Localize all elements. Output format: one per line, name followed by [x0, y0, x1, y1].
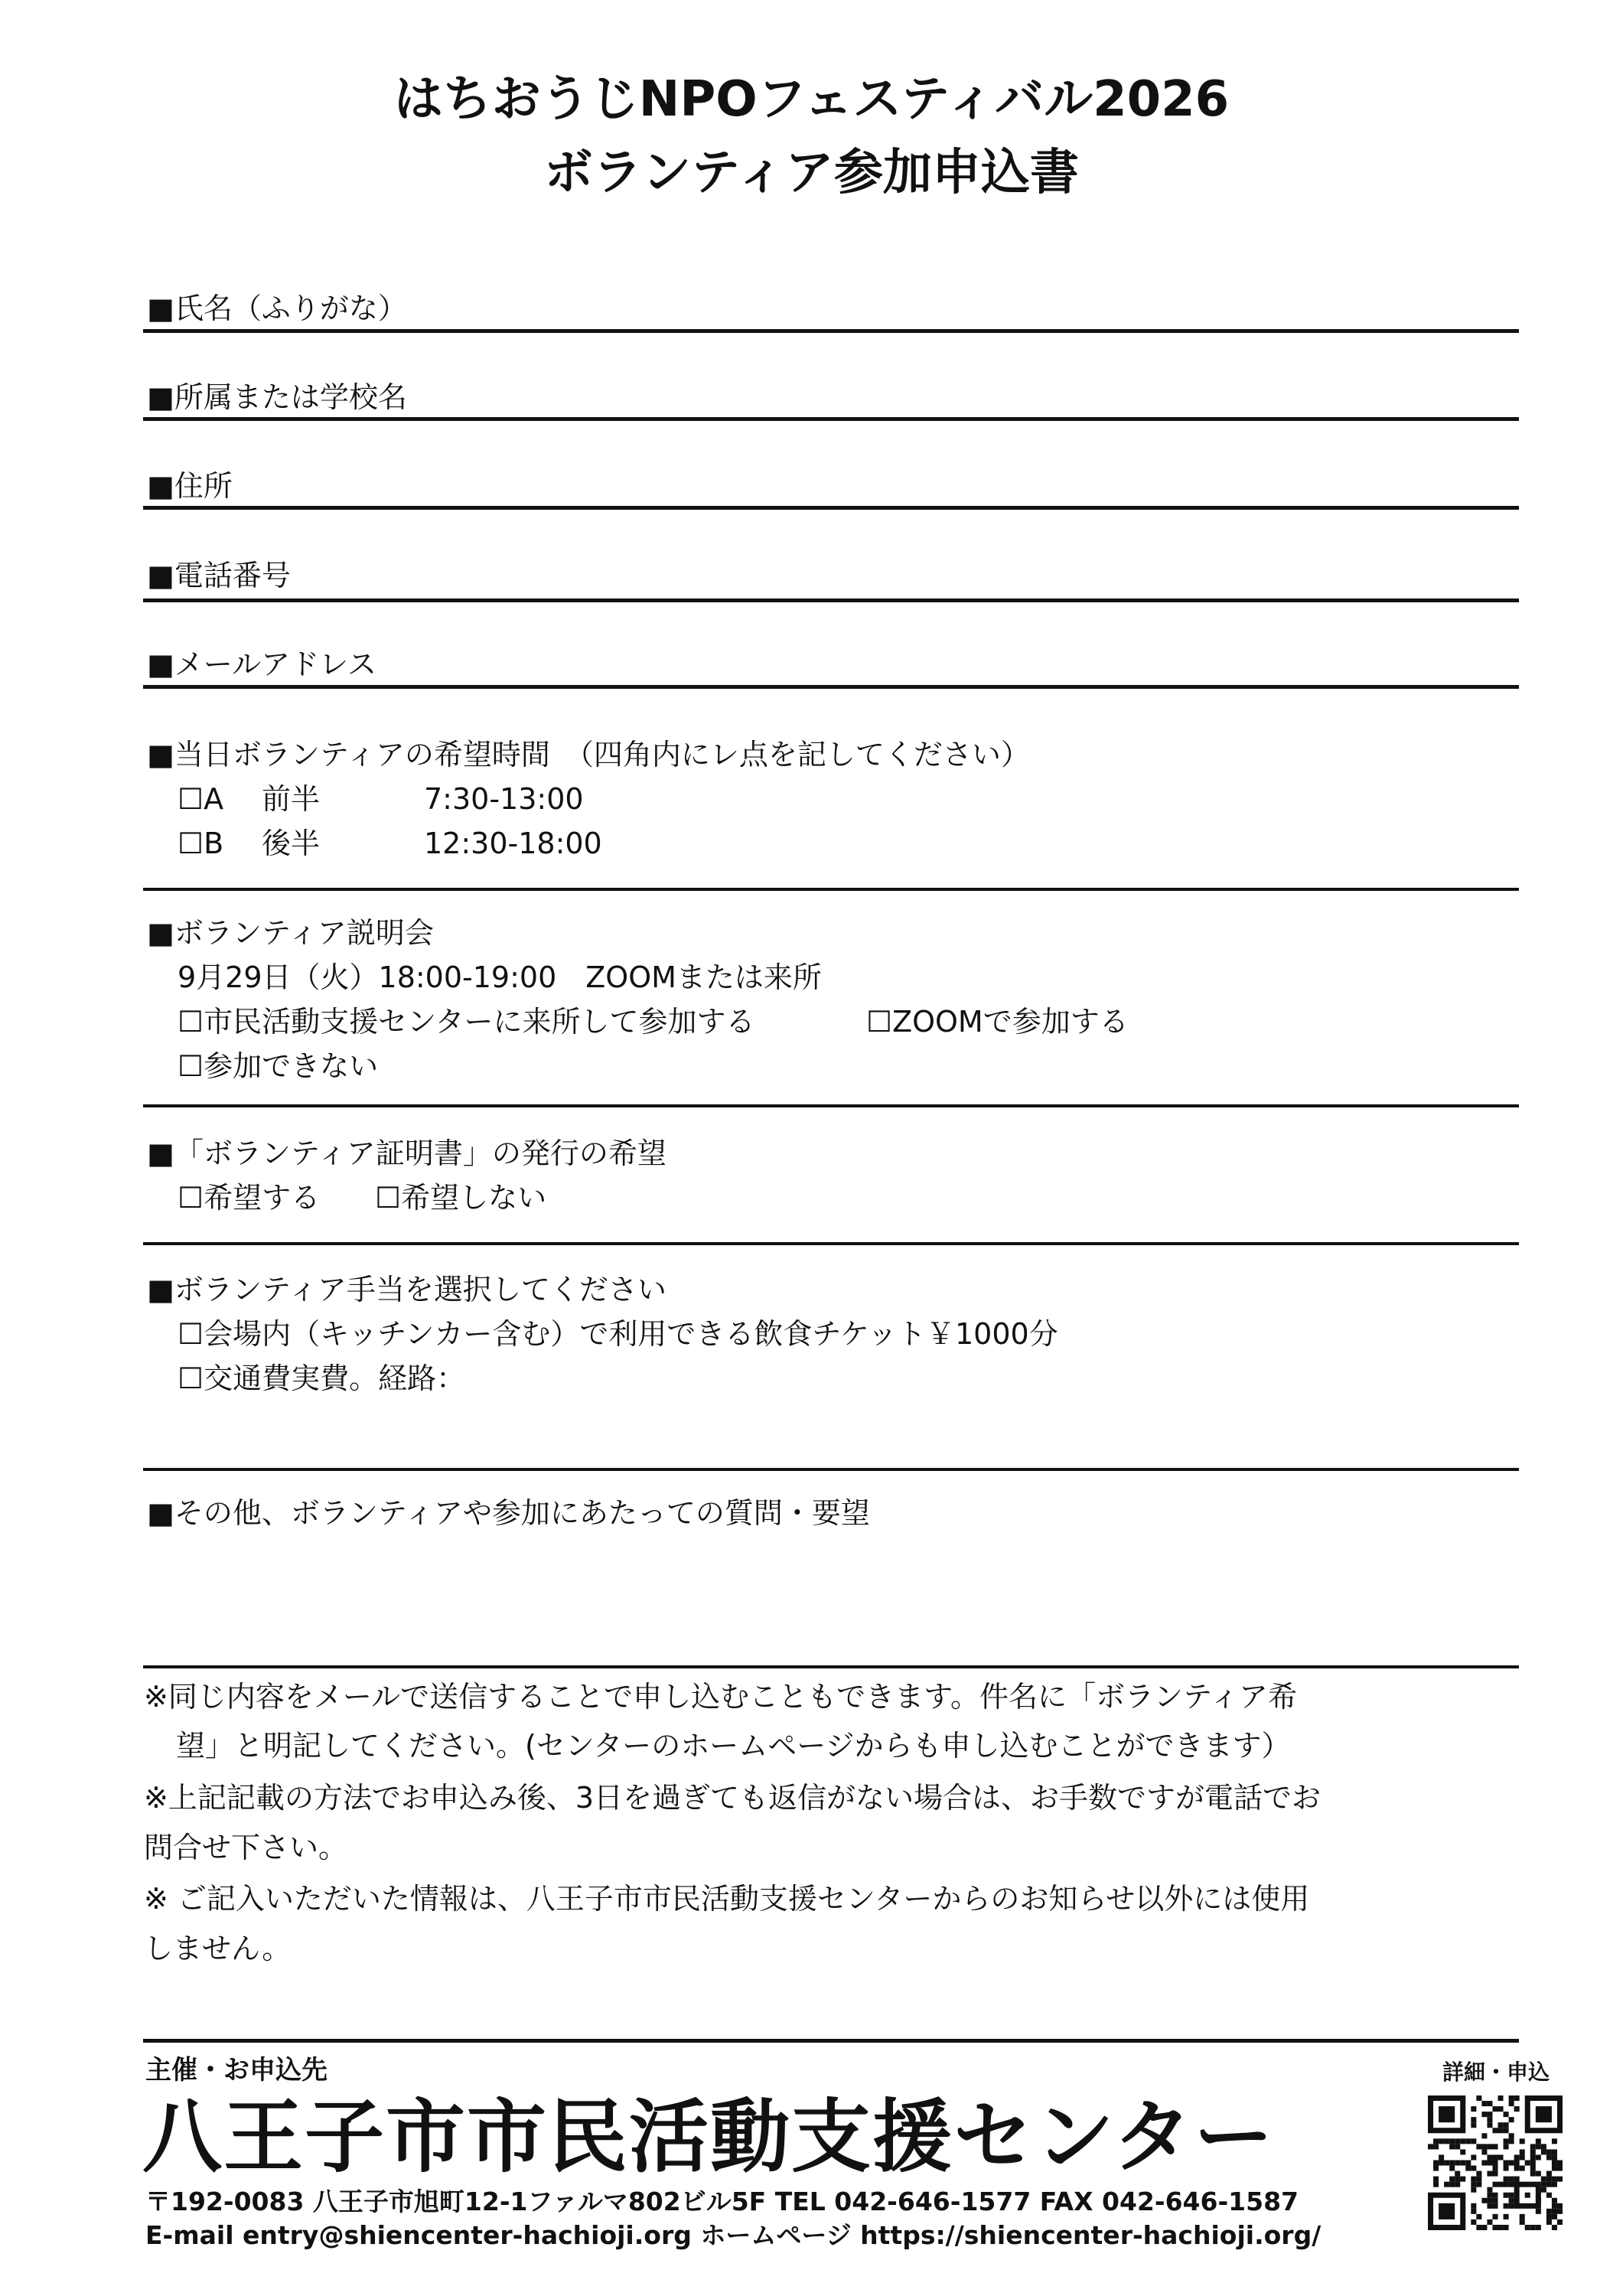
section-divider — [143, 1468, 1519, 1471]
document-title: はちおうじNPOフェスティバル2026 — [393, 71, 1230, 128]
checkbox-icon[interactable]: ☐ — [178, 782, 204, 816]
note-line: ※同じ内容をメールで送信することで申し込むこともできます。件名に「ボランティア希 — [144, 1680, 1298, 1714]
time-preference-heading: ■当日ボランティアの希望時間 （四角内にレ点を記してください） — [147, 738, 1030, 771]
address-field-label: ■住所 — [147, 469, 233, 503]
name-field-label: ■氏名（ふりがな） — [147, 292, 407, 325]
note-line: しません。 — [144, 1932, 292, 1965]
organizer-label: 主催・お申込先 — [145, 2055, 328, 2086]
time-option-a[interactable] — [178, 782, 584, 816]
note-line: 問合せ下さい。 — [144, 1831, 348, 1864]
email-field-line[interactable] — [143, 685, 1519, 689]
time-option-name: 前半 — [262, 782, 321, 816]
certificate-heading: ■「ボランティア証明書」の発行の希望 — [147, 1137, 666, 1170]
allowance-option-ticket[interactable]: ☐会場内（キッチンカー含む）で利用できる飲食チケット￥1000分 — [178, 1317, 1058, 1351]
email-line[interactable]: E-mail entry@shiencenter-hachioji.org ホームページ https://shiencenter-hachioji.org/ — [145, 2220, 1322, 2250]
affiliation-field-label: ■所属または学校名 — [147, 380, 407, 414]
qr-code-graphic — [1428, 2095, 1563, 2230]
checkbox-icon[interactable]: ☐ — [178, 827, 204, 860]
briefing-option-zoom[interactable]: ☐ZOOMで参加する — [866, 1005, 1129, 1039]
footer-divider — [143, 2039, 1519, 2043]
time-option-code: A — [204, 782, 224, 816]
section-divider — [143, 888, 1519, 891]
note-line: 望」と明記してください。(センターのホームページからも申し込むことができます） — [176, 1729, 1291, 1763]
address-line: 〒192-0083 八王子市旭町12-1ファルマ802ビル5F TEL 042-646-1577 FAX 042-646-1587 — [145, 2187, 1299, 2216]
time-option-name: 後半 — [262, 827, 321, 860]
section-divider — [143, 1104, 1519, 1107]
phone-field-label: ■電話番号 — [147, 559, 291, 592]
note-line: ※上記記載の方法でお申込み後、3日を過ぎても返信がない場合は、お手数ですが電話でお — [144, 1781, 1322, 1815]
qr-code-icon[interactable] — [1428, 2095, 1563, 2230]
address-field-line[interactable] — [143, 506, 1519, 510]
document-subtitle: ボランティア参加申込書 — [544, 145, 1079, 201]
affiliation-field-line[interactable] — [143, 417, 1519, 421]
time-option-time: 7:30-13:00 — [424, 782, 584, 816]
section-divider — [143, 1665, 1519, 1668]
certificate-option-yes[interactable]: ☐希望する — [178, 1181, 321, 1215]
name-field-line[interactable] — [143, 329, 1519, 333]
briefing-option-absent[interactable]: ☐参加できない — [178, 1049, 379, 1083]
briefing-date: 9月29日（火）18:00-19:00 ZOOMまたは来所 — [178, 960, 822, 994]
other-heading: ■その他、ボランティアや参加にあたっての質問・要望 — [147, 1496, 870, 1530]
allowance-option-transport[interactable]: ☐交通費実費。経路： — [178, 1362, 466, 1395]
briefing-heading: ■ボランティア説明会 — [147, 916, 434, 950]
email-field-label: ■メールアドレス — [147, 647, 377, 681]
section-divider — [143, 1242, 1519, 1245]
certificate-option-no[interactable]: ☐希望しない — [375, 1181, 547, 1215]
phone-field-line[interactable] — [143, 598, 1519, 602]
time-option-time: 12:30-18:00 — [424, 827, 602, 860]
allowance-heading: ■ボランティア手当を選択してください — [147, 1273, 666, 1306]
qr-label: 詳細・申込 — [1442, 2060, 1550, 2085]
time-option-b[interactable] — [178, 827, 602, 860]
organization-name: 八王子市市民活動支援センター — [142, 2090, 1275, 2183]
time-option-code: B — [204, 827, 224, 860]
note-line: ※ ご記入いただいた情報は、八王子市市民活動支援センターからのお知らせ以外には使用 — [144, 1882, 1310, 1916]
briefing-option-visit[interactable]: ☐市民活動支援センターに来所して参加する — [178, 1005, 755, 1039]
